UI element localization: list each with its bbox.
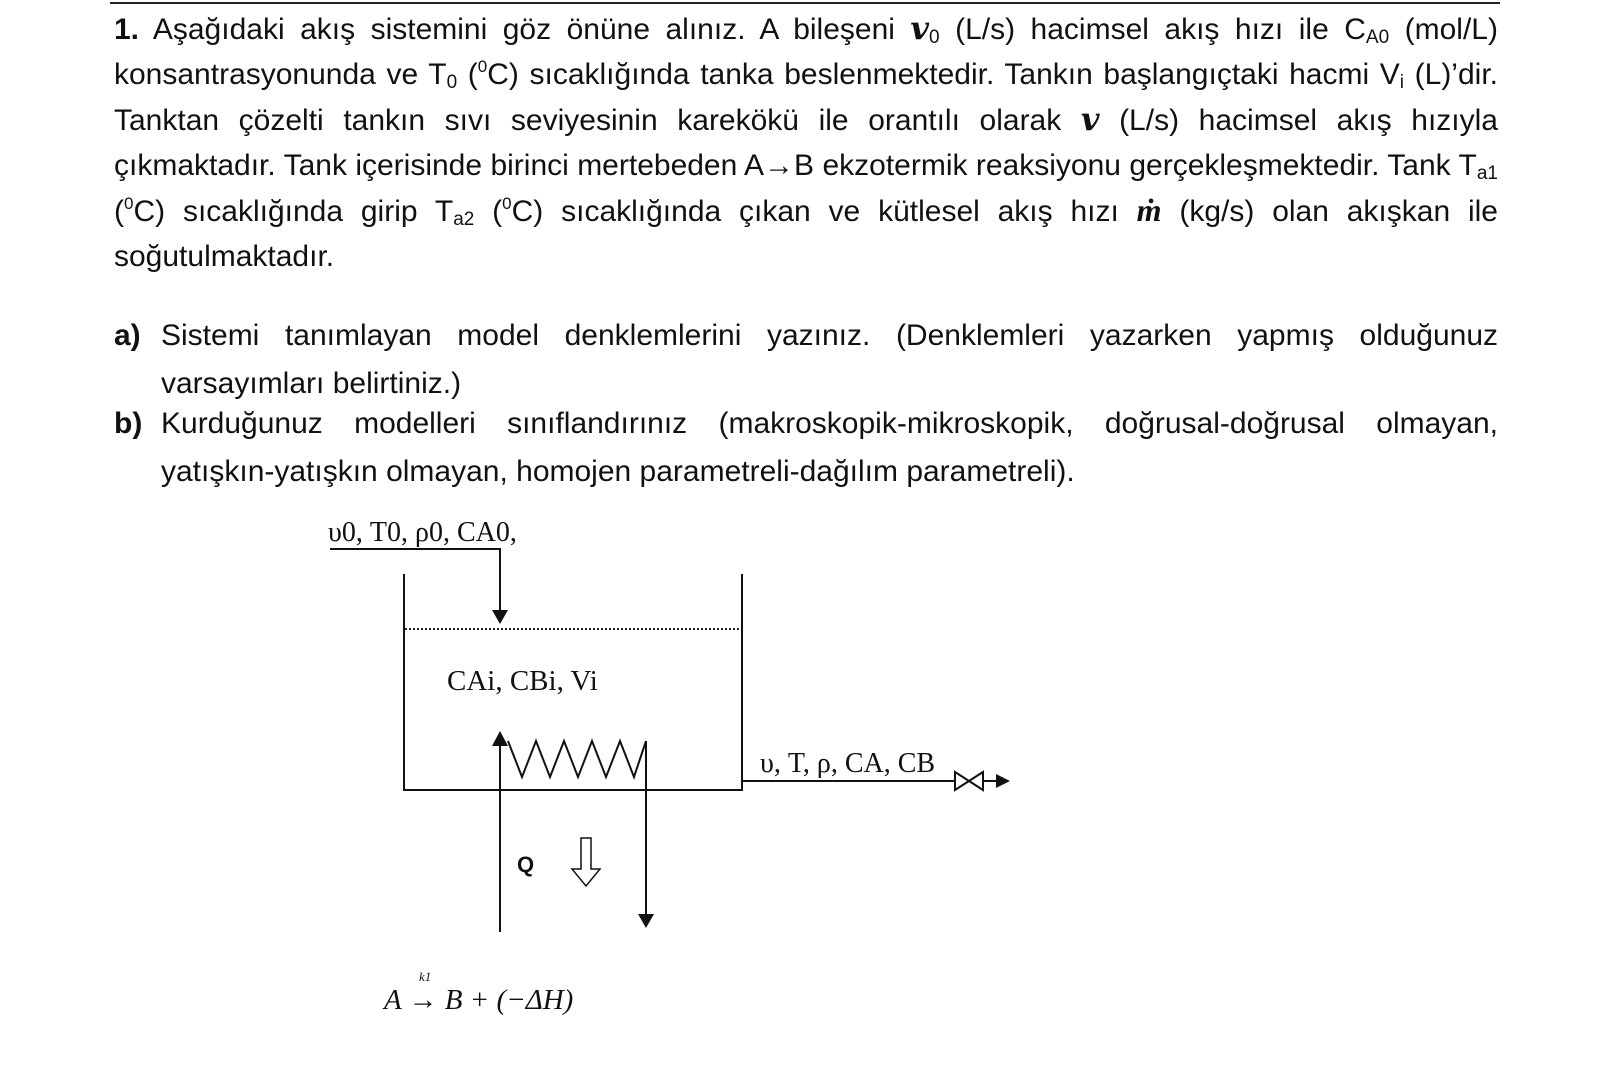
outlet-arrow-icon bbox=[996, 774, 1010, 788]
rate-constant: k1 bbox=[419, 969, 432, 984]
question-a-label: a) bbox=[114, 319, 141, 352]
question-a-text: Sistemi tanımlayan model denklemlerini yazınız. (Denklemleri yazarken yapmış olduğunuz varsayımları belirtiniz.) bbox=[161, 319, 1498, 400]
inlet-pipe bbox=[330, 549, 500, 614]
inlet-label: υ0, T0, ρ0, CA0, bbox=[328, 517, 517, 548]
coolant-up-arrow-icon bbox=[492, 731, 508, 746]
question-b-label: b) bbox=[114, 407, 143, 440]
problem-number: 1. bbox=[114, 13, 140, 46]
tank-label: CAi, CBi, Vi bbox=[447, 665, 598, 697]
heat-flow-arrow-icon bbox=[572, 838, 600, 886]
coolant-down-arrow-icon bbox=[638, 914, 654, 928]
reaction-equation: A → B + (−ΔH) bbox=[384, 984, 574, 1016]
outlet-label: υ, T, ρ, CA, CB bbox=[760, 748, 936, 779]
valve-icon bbox=[955, 772, 983, 790]
cooling-coil bbox=[508, 741, 646, 777]
heat-label: Q bbox=[517, 852, 535, 877]
problem-statement: 1. Aşağıdaki akış sistemini göz önüne alınız. A bileşeni 𝒗$_0$ (L/s) hacimsel akış hızı ile $C_{A0}$ (mol/L) konsantrasyonunda ve $T_0$ ($^0$C) sıcaklığında tanka beslenmektedir. Tankın başlangıçtaki hacmi $V_i$ (L)’dir. Tanktan çözelti tankın sıvı seviyesinin karekökü ile orantılı olarak 𝒗 (L/s) hacimsel akış hızıyla çıkmaktadır. Tank içerisinde birinci mertebeden A→B ekzotermik reaksiyonu gerçekleşmektedir. Tank $T_{a1}$ ($^0$C) sıcaklığında girip $T_{a2}$ ($^0$C) sıcaklığında çıkan ve kütlesel akış hızı ṁ (kg/s) olan akışkan ile soğutulmaktadır. bbox=[114, 10, 1498, 273]
question-b-text: Kurduğunuz modelleri sınıflandırınız (makroskopik-mikroskopik, doğrusal-doğrusal olmayan, yatışkın-yatışkın olmayan, homojen parametreli-dağılım parametreli). bbox=[161, 407, 1498, 488]
inlet-arrow-icon bbox=[492, 610, 508, 624]
